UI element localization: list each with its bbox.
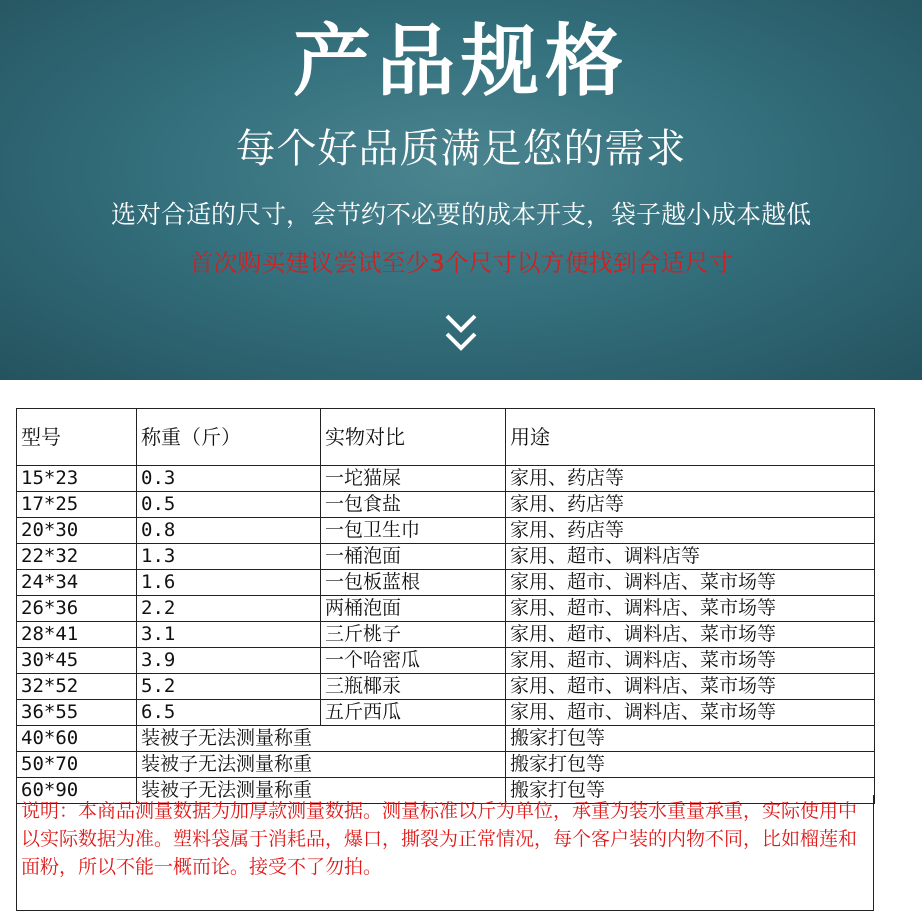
cell-weight: 0.5 [137, 492, 321, 518]
cell-model: 24*34 [17, 570, 137, 596]
cell-model: 17*25 [17, 492, 137, 518]
cell-weight-comparison: 装被子无法测量称重 [137, 752, 506, 778]
cell-weight: 0.8 [137, 518, 321, 544]
cell-comparison: 五斤西瓜 [321, 700, 506, 726]
table-row [17, 622, 875, 648]
header-model: 型号 [17, 409, 137, 466]
cell-weight: 2.2 [137, 596, 321, 622]
cell-comparison: 一包卫生巾 [321, 518, 506, 544]
cell-comparison: 两桶泡面 [321, 596, 506, 622]
table-row [17, 726, 875, 752]
cell-model: 26*36 [17, 596, 137, 622]
cell-weight: 1.6 [137, 570, 321, 596]
cell-model: 50*70 [17, 752, 137, 778]
size-advice-text: 选对合适的尺寸，会节约不必要的成本开支，袋子越小成本越低 [110, 200, 811, 229]
cell-model: 40*60 [17, 726, 137, 752]
cell-comparison: 一包食盐 [321, 492, 506, 518]
cell-usage: 搬家打包等 [506, 752, 875, 778]
cell-usage: 家用、药店等 [506, 492, 875, 518]
table-row [17, 466, 875, 492]
table-row [17, 752, 875, 778]
header-banner [0, 0, 922, 380]
cell-model: 30*45 [17, 648, 137, 674]
table-row [17, 596, 875, 622]
cell-usage: 家用、超市、调料店、菜市场等 [506, 674, 875, 700]
cell-usage: 家用、药店等 [506, 518, 875, 544]
cell-usage: 家用、超市、调料店、菜市场等 [506, 622, 875, 648]
cell-usage: 家用、超市、调料店、菜市场等 [506, 648, 875, 674]
cell-model: 36*55 [17, 700, 137, 726]
disclaimer-note: 说明：本商品测量数据为加厚款测量数据。测量标准以斤为单位，承重为装水重量承重，实际使用中以实际数据为准。塑料袋属于消耗品，爆口，撕裂为正常情况，每个客户装的内物不同，比如榴莲和面粉，所以不能一概而论。接受不了勿拍。 [16, 795, 874, 911]
header-usage: 用途 [506, 409, 875, 466]
table-header-row [17, 409, 875, 466]
cell-comparison: 一包板蓝根 [321, 570, 506, 596]
table-row [17, 544, 875, 570]
table-row [17, 700, 875, 726]
header-comparison: 实物对比 [321, 409, 506, 466]
cell-usage: 家用、超市、调料店、菜市场等 [506, 596, 875, 622]
cell-comparison: 一个哈密瓜 [321, 648, 506, 674]
cell-usage: 家用、药店等 [506, 466, 875, 492]
spec-table-container [16, 408, 874, 804]
cell-model: 28*41 [17, 622, 137, 648]
cell-weight: 3.1 [137, 622, 321, 648]
cell-weight: 6.5 [137, 700, 321, 726]
cell-comparison: 一坨猫屎 [321, 466, 506, 492]
cell-usage: 搬家打包等 [506, 726, 875, 752]
cell-comparison: 三斤桃子 [321, 622, 506, 648]
cell-usage: 搬家打包等 [506, 778, 875, 804]
spec-table [16, 408, 875, 804]
cell-weight: 0.3 [137, 466, 321, 492]
cell-model: 22*32 [17, 544, 137, 570]
table-row [17, 674, 875, 700]
cell-usage: 家用、超市、调料店等 [506, 544, 875, 570]
cell-model: 32*52 [17, 674, 137, 700]
purchase-tip-text: 首次购买建议尝试至少3个尺寸以方便找到合适尺寸 [189, 249, 733, 277]
cell-model: 15*23 [17, 466, 137, 492]
cell-weight: 1.3 [137, 544, 321, 570]
table-row [17, 518, 875, 544]
table-row [17, 492, 875, 518]
cell-model: 60*90 [17, 778, 137, 804]
page-title: 产品规格 [292, 17, 629, 107]
cell-comparison: 三瓶椰汞 [321, 674, 506, 700]
cell-weight-comparison: 装被子无法测量称重 [137, 778, 506, 804]
cell-comparison: 一桶泡面 [321, 544, 506, 570]
page-subtitle: 每个好品质满足您的需求 [235, 126, 687, 172]
cell-usage: 家用、超市、调料店、菜市场等 [506, 700, 875, 726]
header-weight: 称重（斤） [137, 409, 321, 466]
cell-weight: 3.9 [137, 648, 321, 674]
cell-usage: 家用、超市、调料店、菜市场等 [506, 570, 875, 596]
cell-model: 20*30 [17, 518, 137, 544]
double-chevron-down-icon [441, 308, 481, 358]
cell-weight: 5.2 [137, 674, 321, 700]
table-row [17, 648, 875, 674]
table-row [17, 570, 875, 596]
cell-weight-comparison: 装被子无法测量称重 [137, 726, 506, 752]
